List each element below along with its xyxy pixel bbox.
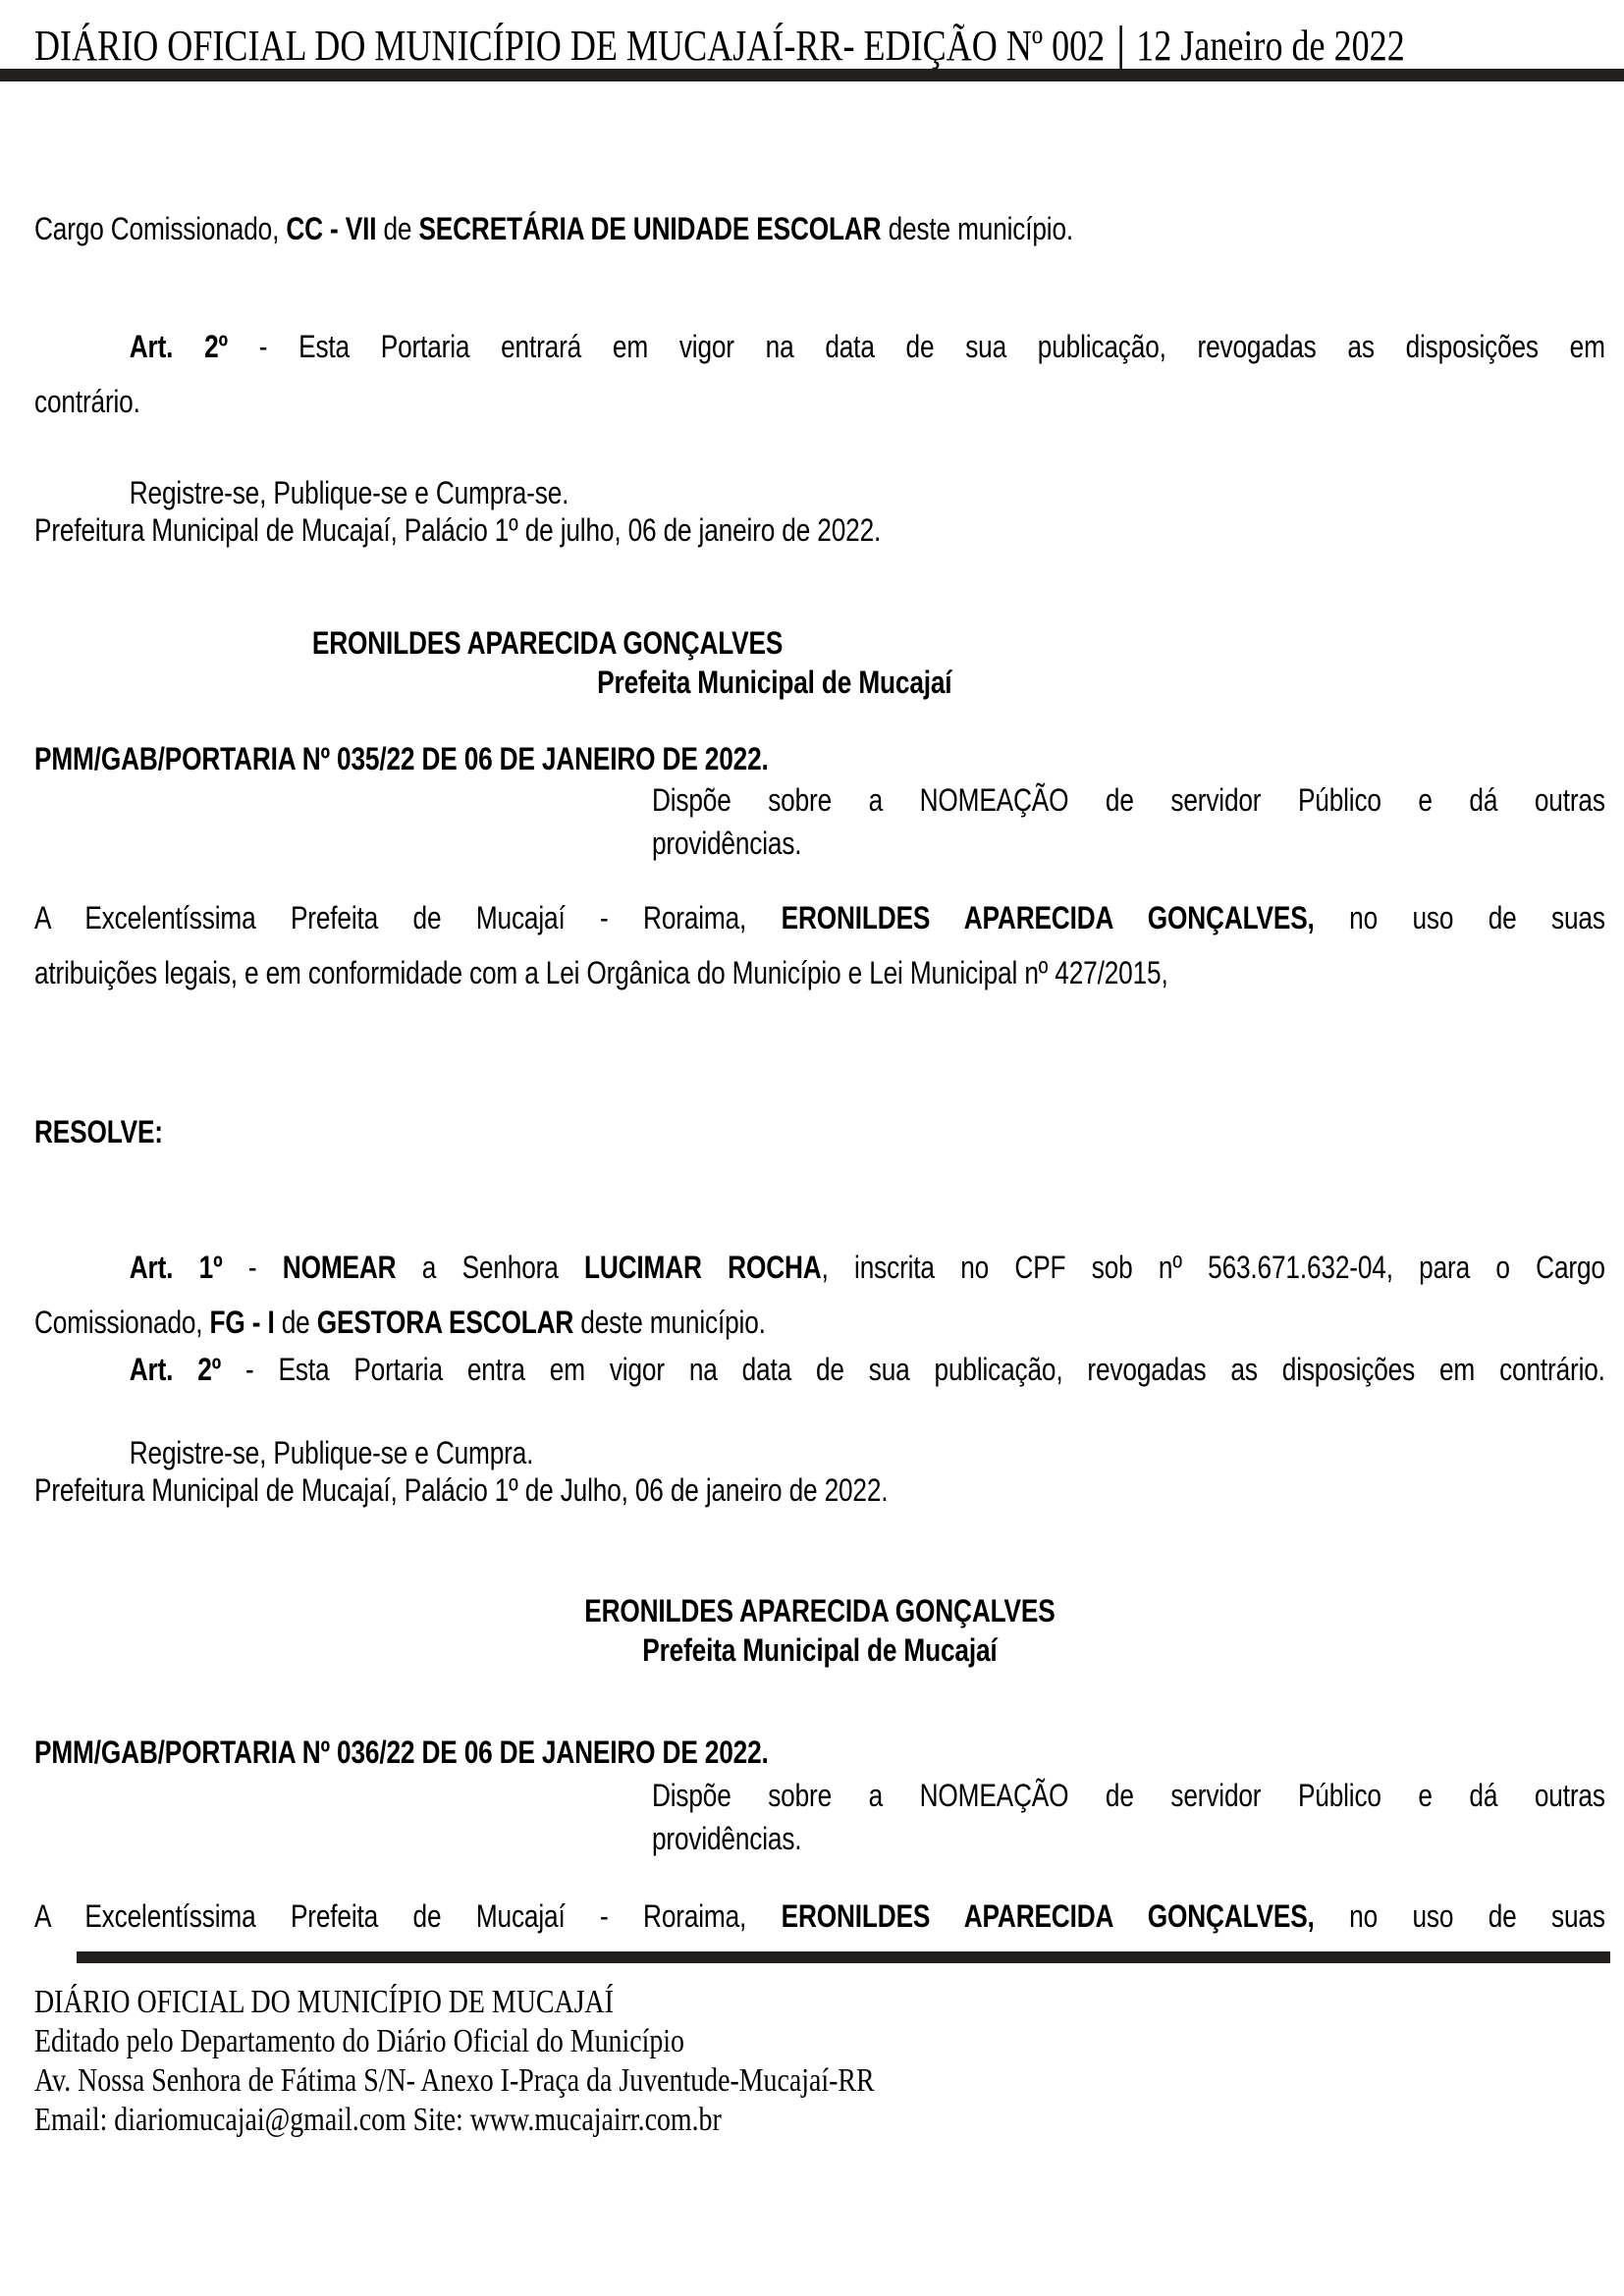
text-run: - Esta Portaria entrará em vigor na data de sua publicação, revogadas as disposições em <box>227 329 1605 364</box>
footer-address <box>34 2061 1605 2101</box>
text-run: - <box>222 1250 283 1285</box>
text-run: A Excelentíssima Prefeita de Mucajaí - Roraima, <box>34 1898 782 1934</box>
text-run: deste município. <box>573 1305 766 1340</box>
masthead-separator <box>1119 26 1121 69</box>
text-run: Registre-se, Publique-se e Cumpra-se. <box>129 475 569 510</box>
text-run: deste município. <box>881 211 1074 246</box>
portaria-035-ementa-line1 <box>652 778 1605 822</box>
footer-journal-name <box>34 1983 1605 2022</box>
text-run: - Esta Portaria entra em vigor na data de sua publicação, revogadas as disposições em contrário. <box>221 1352 1605 1387</box>
portaria-035-art1-line2 <box>34 1295 1605 1350</box>
text-run: providências. <box>651 1821 802 1856</box>
fg-i-bold: FG - I <box>209 1305 275 1340</box>
gestora-escolar-bold: GESTORA ESCOLAR <box>316 1305 574 1340</box>
text-run: Prefeita Municipal de Mucajaí <box>642 1632 998 1668</box>
text-run: DIÁRIO OFICIAL DO MUNICÍPIO DE MUCAJAÍ <box>34 1984 614 2020</box>
page-footer <box>34 1983 1605 2140</box>
text-run: A Excelentíssima Prefeita de Mucajaí - Roraima, <box>34 900 782 935</box>
portaria-035-art2-line <box>34 1350 1605 1389</box>
signature-name <box>34 623 1605 663</box>
text-run: Dispõe sobre a NOMEAÇÃO de servidor Público e dá outras <box>651 1778 1605 1813</box>
footer-divider-bar <box>77 1951 1610 1963</box>
carryover-cargo-line <box>34 209 1605 248</box>
text-run: no uso de suas <box>1314 1898 1605 1934</box>
text-run: PMM/GAB/PORTARIA Nº 035/22 DE 06 DE JANEIRO DE 2022. <box>34 741 769 776</box>
text-run: de <box>274 1305 317 1340</box>
carryover-art2-line1 <box>34 319 1605 374</box>
footer-contact <box>34 2101 1605 2140</box>
text-run: contrário. <box>34 384 140 419</box>
text-run: Prefeitura Municipal de Mucajaí, Palácio 1º de Julho, 06 de janeiro de 2022. <box>34 1472 889 1508</box>
text-run: PMM/GAB/PORTARIA Nº 036/22 DE 06 DE JANEIRO DE 2022. <box>34 1735 769 1770</box>
text-run: Email: diariomucajai@gmail.com Site: www.mucajairr.com.br <box>34 2102 722 2138</box>
prefeita-nome-bold: ERONILDES APARECIDA GONÇALVES, <box>781 1898 1315 1934</box>
text-run: Av. Nossa Senhora de Fátima S/N- Anexo I-Praça da Juventude-Mucajaí-RR <box>34 2062 875 2099</box>
prefeita-nome-bold: ERONILDES APARECIDA GONÇALVES, <box>781 900 1315 935</box>
text-run: Comissionado, <box>34 1305 210 1340</box>
text-run: , inscrita no CPF sob nº 563.671.632-04, para o Cargo <box>821 1250 1605 1285</box>
masthead-title: DIÁRIO OFICIAL DO MUNICÍPIO DE MUCAJAÍ-RR- EDIÇÃO Nº 002 <box>34 22 1106 70</box>
signature-name <box>34 1591 1605 1630</box>
portaria-036-heading <box>34 1733 1605 1772</box>
portaria-035-art1-line1 <box>34 1240 1605 1295</box>
resolve-heading <box>34 1112 1605 1151</box>
signature-title <box>34 663 1605 702</box>
nomeada-nome-bold: LUCIMAR ROCHA <box>583 1250 822 1285</box>
portaria-035-preambulo-line1 <box>34 890 1605 945</box>
portaria-035-preambulo-line2 <box>34 945 1605 1000</box>
masthead <box>34 0 1605 69</box>
footer-editor <box>34 2022 1605 2061</box>
portaria-035-registre-line <box>34 1434 1605 1471</box>
cargo-nome-bold: SECRETÁRIA DE UNIDADE ESCOLAR <box>418 211 882 246</box>
portaria-035-ementa-line2 <box>652 822 1605 865</box>
text-run: Cargo Comissionado, <box>34 211 287 246</box>
signature-title <box>34 1630 1605 1670</box>
art2-label-bold: Art. 2º <box>129 1352 222 1387</box>
text-run: Dispõe sobre a NOMEAÇÃO de servidor Público e dá outras <box>651 782 1605 818</box>
text-run: ERONILDES APARECIDA GONÇALVES <box>311 625 784 661</box>
nomear-bold: NOMEAR <box>282 1250 397 1285</box>
text-run: RESOLVE: <box>34 1114 163 1149</box>
cc-vii-bold: CC - VII <box>286 211 377 246</box>
text-run: Registre-se, Publique-se e Cumpra. <box>129 1435 534 1470</box>
text-run: Prefeitura Municipal de Mucajaí, Palácio 1º de julho, 06 de janeiro de 2022. <box>34 512 882 548</box>
text-run: de <box>376 211 419 246</box>
text-run: no uso de suas <box>1314 900 1605 935</box>
portaria-036-preambulo-line1 <box>34 1896 1605 1936</box>
page-header <box>34 0 1605 69</box>
masthead-date: 12 Janeiro de 2022 <box>1136 22 1405 70</box>
art1-label-bold: Art. 1º <box>129 1250 223 1285</box>
carryover-art2-line2 <box>34 374 1605 429</box>
header-divider-bar <box>0 69 1624 81</box>
text-run: providências. <box>651 826 802 861</box>
art2-label-bold: Art. 2º <box>129 329 228 364</box>
text-run: ERONILDES APARECIDA GONÇALVES <box>584 1593 1056 1629</box>
portaria-036-ementa-line2 <box>652 1817 1605 1860</box>
carryover-local-data-line <box>34 511 1605 549</box>
text-run: atribuições legais, e em conformidade com a Lei Orgânica do Município e Lei Municipal nº 427/2015, <box>34 955 1168 990</box>
text-run: Prefeita Municipal de Mucajaí <box>597 665 952 700</box>
portaria-036-ementa-line1 <box>652 1774 1605 1817</box>
text-run: a Senhora <box>396 1250 584 1285</box>
portaria-035-heading <box>34 739 1605 778</box>
text-run: Editado pelo Departamento do Diário Oficial do Município <box>34 2023 684 2059</box>
carryover-registre-line <box>34 474 1605 511</box>
portaria-035-local-data-line <box>34 1471 1605 1509</box>
document-body <box>34 81 1605 1936</box>
